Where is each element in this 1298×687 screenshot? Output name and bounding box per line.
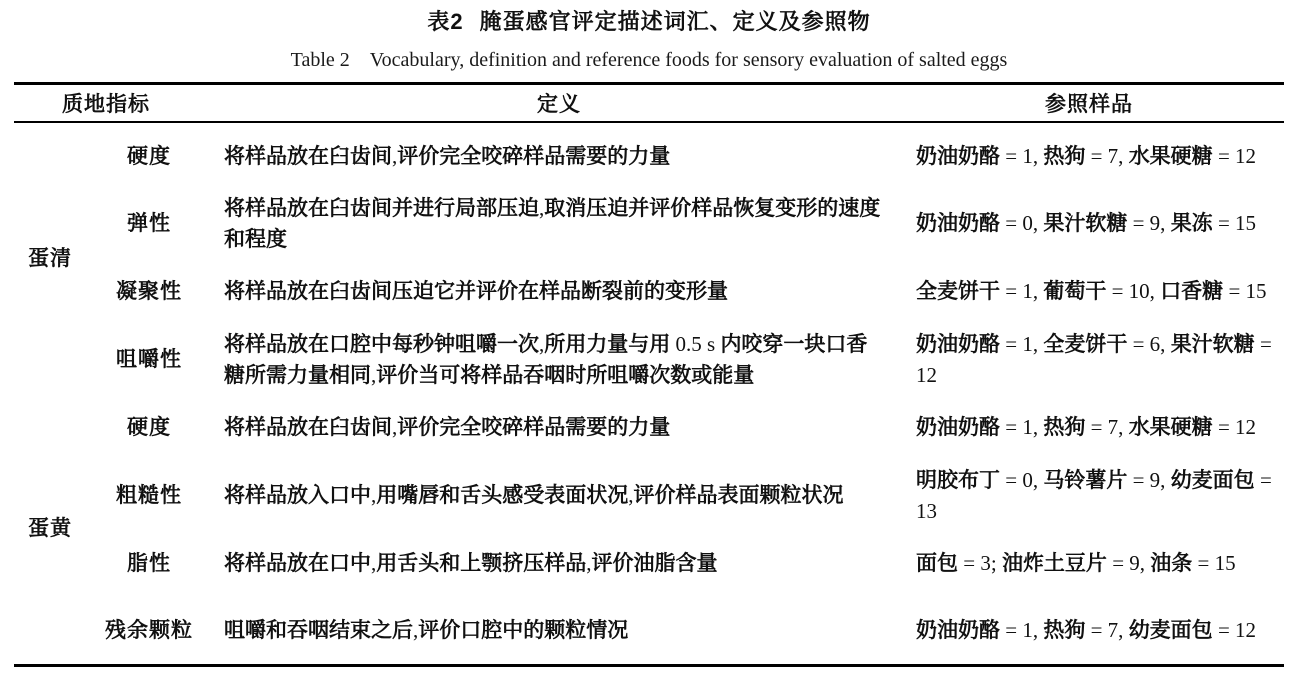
reference-cell: 面包 = 3; 油炸土豆片 = 9, 油条 = 15	[916, 551, 1236, 575]
attribute-label: 粗糙性	[116, 484, 182, 507]
reference-cell: 奶油奶酪 = 0, 果汁软糖 = 9, 果冻 = 15	[916, 211, 1257, 235]
table-title-en	[0, 48, 1298, 72]
column-header-texture-indicator: 质地指标	[62, 92, 150, 116]
definition-cell: 将样品放在臼齿间,评价完全咬碎样品需要的力量	[224, 415, 671, 439]
reference-cell: 奶油奶酪 = 1, 热狗 = 7, 水果硬糖 = 12	[916, 415, 1257, 439]
attribute-label: 弹性	[127, 212, 171, 235]
table-row-egg-yolk-roughness	[14, 462, 1284, 530]
definition-cell: 将样品放在臼齿间,评价完全咬碎样品需要的力量	[224, 143, 671, 168]
attribute-label: 残余颗粒	[105, 619, 193, 643]
attribute-label: 凝聚性	[116, 280, 182, 303]
reference-cell: 奶油奶酪 = 1, 热狗 = 7, 水果硬糖 = 12	[916, 143, 1257, 168]
sensory-vocabulary-table	[14, 82, 1284, 667]
definition-cell: 咀嚼和吞咽结束之后,评价口腔中的颗粒情况	[224, 618, 629, 643]
table-number-en: Table 2	[290, 49, 350, 71]
group-label-egg-yolk: 蛋黄	[28, 517, 72, 541]
table-row-egg-yolk-oiliness	[14, 530, 1284, 598]
attribute-label: 硬度	[127, 416, 171, 439]
reference-cell: 明胶布丁 = 0, 马铃薯片 = 9, 幼麦面包 = 13	[916, 467, 1272, 523]
column-header-definition: 定义	[537, 92, 581, 116]
table-row-egg-white-springiness	[14, 190, 1284, 258]
attribute-label: 硬度	[127, 144, 171, 168]
table-caption-zh: 腌蛋感官评定描述词汇、定义及参照物	[479, 9, 871, 34]
table-row-egg-white-chewiness	[14, 326, 1284, 394]
reference-cell: 奶油奶酪 = 1, 热狗 = 7, 幼麦面包 = 12	[916, 618, 1257, 643]
table-title-zh	[0, 0, 1298, 36]
table-row-egg-yolk-hardness	[14, 394, 1284, 462]
group-label-egg-white: 蛋清	[28, 246, 72, 270]
table-row-egg-white-cohesiveness	[14, 258, 1284, 326]
reference-cell: 奶油奶酪 = 1, 全麦饼干 = 6, 果汁软糖 = 12	[916, 331, 1272, 387]
definition-cell: 将样品放在口中,用舌头和上颚挤压样品,评价油脂含量	[224, 551, 718, 575]
definition-cell: 将样品放入口中,用嘴唇和舌头感受表面状况,评价样品表面颗粒状况	[224, 483, 844, 507]
attribute-label: 脂性	[127, 552, 171, 575]
definition-cell: 将样品放在臼齿间并进行局部压迫,取消压迫并评价样品恢复变形的速度和程度	[224, 195, 881, 251]
table-caption-en: Vocabulary, definition and reference foods for sensory evaluation of salted eggs	[369, 49, 1008, 71]
table-row-egg-yolk-residual-particles	[14, 598, 1284, 666]
header-row	[14, 84, 1284, 122]
table-row-egg-white-hardness	[14, 122, 1284, 190]
definition-cell: 将样品放在臼齿间压迫它并评价在样品断裂前的变形量	[224, 280, 728, 303]
table-number-zh: 表2	[427, 9, 464, 34]
reference-cell: 全麦饼干 = 1, 葡萄干 = 10, 口香糖 = 15	[916, 279, 1267, 303]
definition-cell: 将样品放在口腔中每秒钟咀嚼一次,所用力量与用 0.5 s 内咬穿一块口香糖所需力量相同,评价当可将样品吞咽时所咀嚼次数或能量	[224, 331, 868, 387]
attribute-label: 咀嚼性	[116, 348, 182, 371]
column-header-reference-sample: 参照样品	[1045, 92, 1133, 116]
